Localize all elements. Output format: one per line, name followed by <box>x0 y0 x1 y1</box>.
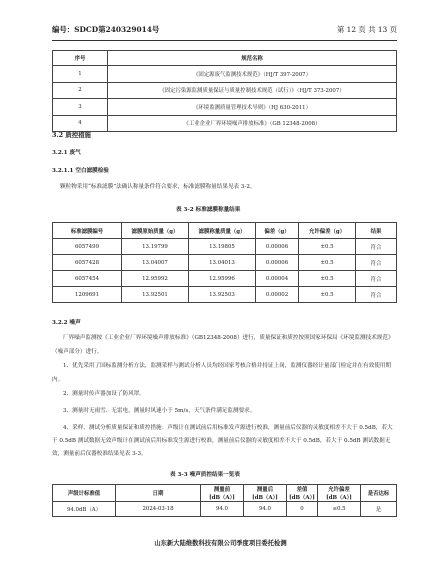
section-heading-3-2-2: 3.2.2 噪声 <box>52 320 81 326</box>
filter-weighing-table: 标准滤膜编号 滤膜原始质量（g） 滤膜称量质量（g） 偏差（g） 允许偏差（g） 结果 6057499 13.19799 13.19805 0.00006 ±0.5 符合 6057428 13.04007 13.04013 0.00006 ±0.5 符合 6057454 12.95992 12.95996 0.00004 ±0.5 符合 1209691 13.92501 13.92503 0.00002 ±0.5 符合 <box>52 222 397 303</box>
table-row: 1 《固定源废气监测技术规范》（HJ/T 397-2007） <box>53 66 397 83</box>
table-row: 6057428 13.04007 13.04013 0.00006 ±0.5 符合 <box>53 255 397 271</box>
filter-paragraph: 颗粒物采用“标准滤膜”法确认称量条件符合要求，标准滤膜称量结果见表 3-2。 <box>60 184 256 190</box>
noise-qc-table: 声级计标准值 日期 测量前 [dB（A）] 测量后 [dB（A）] 差值 [dB（A）] 允许偏差 [dB（A）] 是否达标 94.0dB（A） 2024-03-18 94.0 94.0 0 ≤0.5 是 <box>52 484 397 517</box>
noise-paragraph-1: 1、优先采用了国标监测分析方法，监测采样与测试分析人员均经国家考核合格并持证上岗，监测仪器经计量部门检定并在有效使用期内。 <box>52 363 391 383</box>
page-number: 第 12 页 共 13 页 <box>336 25 397 34</box>
noise-paragraph-4: 4、采样、测试分析质量保证和质控措施：声级计在测试前后用标准发声源进行校准，测量前后仪器的灵敏度相差不大于 0.5dB，若大于 0.5dB 测试数据无效声级计在测试前后用标准发生源进行校准，测量前后仪器的灵敏度相差不大于 0.5dB，若大于 0.5dB 测试数据无效，测量前后仪器校准结果见表 3-3。 <box>52 425 393 457</box>
section-heading-3-2-1: 3.2.1 废气 <box>52 150 81 156</box>
table-row: 2 《固定污染源监测质量保证与质量控制技术规范（试行）》（HJ/T 373-2007） <box>53 82 397 99</box>
table-row: 94.0dB（A） 2024-03-18 94.0 94.0 0 ≤0.5 是 <box>53 502 397 517</box>
col-header-index: 序号 <box>53 51 108 66</box>
section-heading-3-2: 3.2 质控措施 <box>52 131 91 139</box>
noise-paragraph-3: 3、测量时无雨雪、无雷电，测量时风速小于 5m/s，天气条件满足监测要求。 <box>63 408 256 414</box>
section-heading-3-2-1-1: 3.2.1.1 空白滤膜检验 <box>52 168 109 174</box>
standards-table <box>52 50 397 132</box>
table-caption-3-3: 表 3-3 噪声质控结果一览表 <box>170 472 240 478</box>
table-row: 4 《工业企业厂界环境噪声排放标准》（GB 12348-2008） <box>53 115 397 132</box>
table-row: 3 《环境监测质量管理技术导则》（HJ 630-2011） <box>53 99 397 116</box>
noise-paragraph-2: 2、测量时传声器加设了防风罩。 <box>63 391 145 397</box>
noise-paragraph-intro: 厂界噪声监测按《工业企业厂界环境噪声排放标准》（GB12348-2008）进行，质量保证和质控按照国家环保局《环境监测技术规范》（噪声部分）进行。 <box>52 335 394 355</box>
col-header-name: 规范名称 <box>108 51 397 66</box>
page-header <box>52 24 397 38</box>
header-divider <box>52 40 397 41</box>
report-number: 编号：SDCD第240329014号 <box>52 25 160 34</box>
table-row: 6057454 12.95992 12.95996 0.00004 ±0.5 符合 <box>53 271 397 287</box>
table-row: 1209691 13.92501 13.92503 0.00002 ±0.5 符合 <box>53 287 397 303</box>
page-footer: 山东新大陆维数科技有限公司季度项目委托检测 <box>154 540 287 547</box>
table-caption-3-2: 表 3-2 标准滤膜称量结果 <box>176 207 241 213</box>
table-row: 6057499 13.19799 13.19805 0.00006 ±0.5 符合 <box>53 239 397 255</box>
